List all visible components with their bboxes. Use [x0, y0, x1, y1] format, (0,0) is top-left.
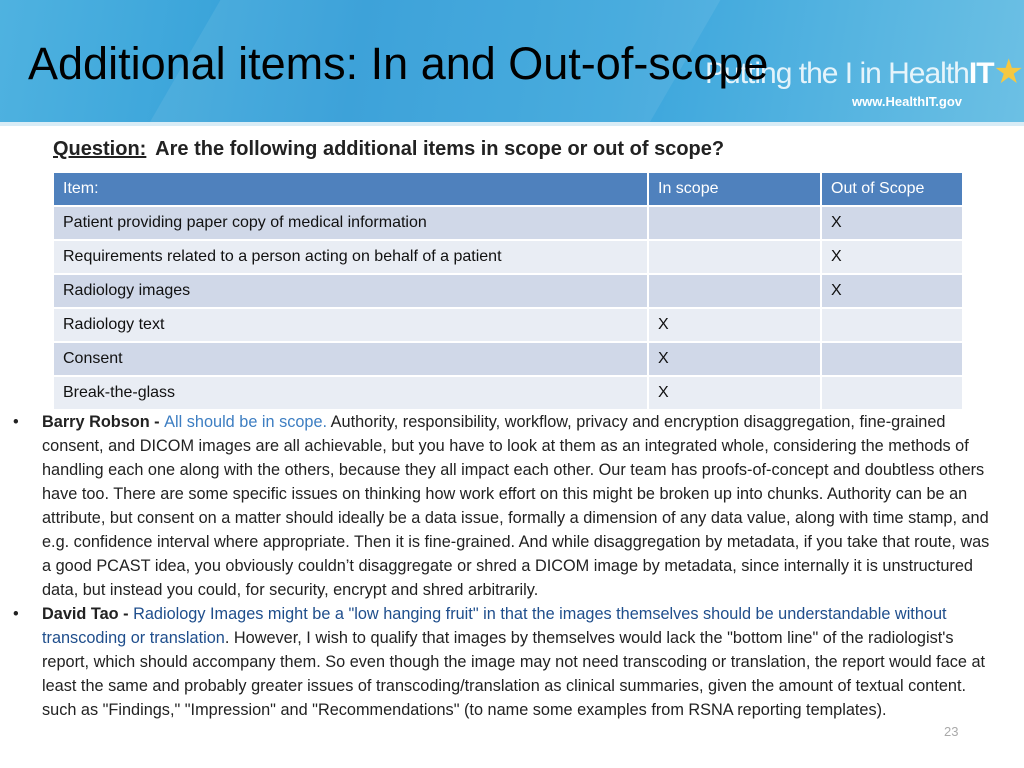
bullet-icon: • [13, 605, 19, 623]
healthit-logo: Putting the I in HealthIT★ [705, 53, 1024, 91]
comment-text: . However, I wish to qualify that images by themselves would lack the "bottom line" of the radiologist's report, which should accompany them. So even though the image may not need transcoding or translation, the report would face at least the same and probably greater issues of transcoding/translation as clinical summaries, given the amount of textual content. such as "Findings," "Impression" and "Recommendations" (to name some examples from RSNA reporting templates). [42, 629, 986, 719]
cell-item: Consent [53, 342, 648, 376]
page-number: 23 [944, 724, 959, 739]
table-row [53, 376, 963, 410]
cell-out-of-scope [821, 342, 963, 376]
cell-item: Radiology text [53, 308, 648, 342]
scope-table [52, 171, 964, 411]
table-row [53, 308, 963, 342]
table-row [53, 342, 963, 376]
table-row [53, 274, 963, 308]
cell-in-scope: X [648, 308, 821, 342]
comment-david-tao [0, 602, 1000, 722]
cell-item: Patient providing paper copy of medical information [53, 206, 648, 240]
question-label: Question: [53, 138, 147, 160]
comment-barry-robson [0, 410, 1000, 602]
header-out-of-scope: Out of Scope [821, 172, 963, 206]
comment-text: Authority, responsibility, workflow, privacy and encryption disaggregation, fine-grained consent, and DICOM images are all achievable, but you have to look at them as an integrated whole, considering the methods of handling each one along with the others, because they all impact each other. Our team has proofs-of-concept and doubtless others have too. There are some specific issues on thinking how work effort on this might be broken up into chunks. Authority can be an attribute, but consent on a matter should ideally be a data issue, formally a dimension of any data value, along with time stamp, and e.g. confidence interval where appropriate. Then it is fine-grained. And while disaggregation by metadata, if you take that route, was a good PCAST idea, you obviously couldn’t disaggregate or shred a DICOM image by metadata, since internally it is unstructured data, but instead you could, for security, encrypt and shred arbitrarily. [42, 413, 990, 599]
cell-out-of-scope [821, 376, 963, 410]
comment-highlight: Radiology Images might be a "low hanging fruit" in that the images themselves should be understandable without transcoding or translation [42, 605, 947, 647]
logo-url: www.HealthIT.gov [852, 94, 963, 109]
cell-item: Radiology images [53, 274, 648, 308]
cell-out-of-scope: X [821, 274, 963, 308]
bullet-icon: • [13, 413, 19, 431]
cell-in-scope: X [648, 342, 821, 376]
cell-item: Break-the-glass [53, 376, 648, 410]
commenter-name: David Tao - [42, 605, 134, 623]
cell-in-scope [648, 274, 821, 308]
cell-out-of-scope: X [821, 240, 963, 274]
commenter-name: Barry Robson - [42, 413, 165, 431]
comments-list [0, 410, 1000, 722]
cell-in-scope [648, 206, 821, 240]
header-in-scope: In scope [648, 172, 821, 206]
question-text: Are the following additional items in scope or out of scope? [155, 138, 725, 160]
slide-title: Additional items: In and Out-of-scope [28, 38, 769, 89]
cell-in-scope: X [648, 376, 821, 410]
table-row [53, 240, 963, 274]
table-row [53, 206, 963, 240]
star-icon: ★ [993, 53, 1024, 91]
header-item: Item: [53, 172, 648, 206]
comment-highlight: All should be in scope. [164, 413, 328, 431]
table-header [53, 172, 963, 206]
cell-item: Requirements related to a person acting on behalf of a patient [53, 240, 648, 274]
cell-out-of-scope: X [821, 206, 963, 240]
cell-out-of-scope [821, 308, 963, 342]
cell-in-scope [648, 240, 821, 274]
question [53, 138, 724, 161]
